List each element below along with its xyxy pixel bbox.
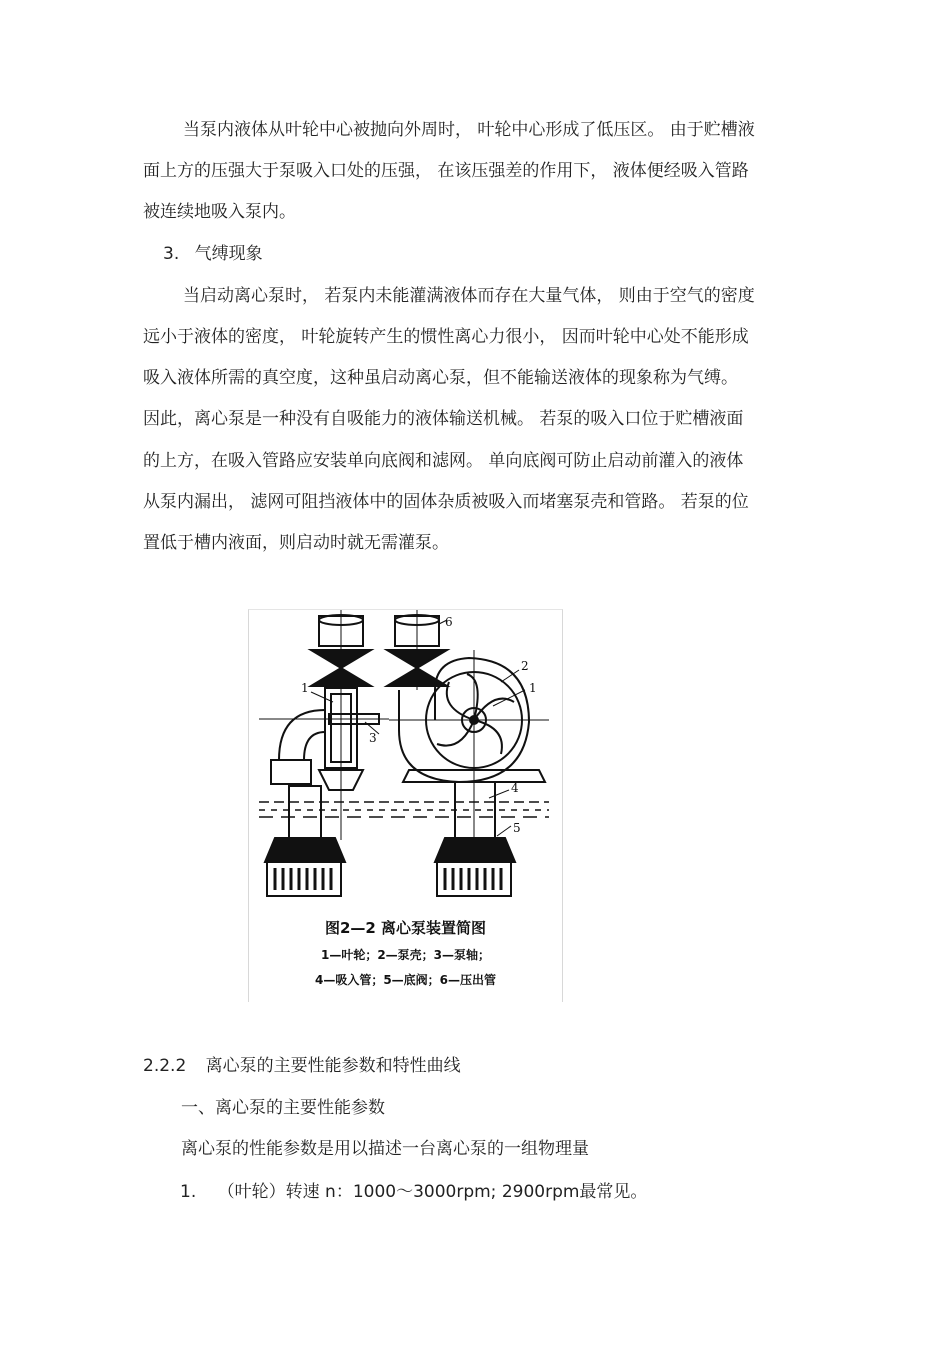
paragraph-3-line-1: 离心泵的性能参数是用以描述一台离心泵的一组物理量: [181, 1139, 589, 1159]
figure-label-shaft: 3: [369, 731, 377, 745]
section-3-heading: [163, 242, 263, 266]
figure-label-impeller-left: 1: [301, 681, 309, 695]
figure-caption-line-2: 4—吸入管；5—底阀；6—压出管: [314, 973, 497, 987]
paragraph-1-line-2: 面上方的压强大于泵吸入口处的压强， 在该压强差的作用下， 液体便经吸入管路: [143, 161, 749, 181]
figure-label-suction-pipe: 4: [511, 781, 519, 795]
item-1: [180, 1180, 647, 1204]
item-1-number: 1.: [180, 1182, 197, 1202]
figure-label-casing: 2: [521, 659, 529, 673]
section-222-number: 2.2.2: [143, 1056, 187, 1076]
figure-caption-line-1: 1—叶轮；2—泵壳；3—泵轴；: [320, 948, 491, 962]
paragraph-2-line-2: 远小于液体的密度， 叶轮旋转产生的惯性离心力很小， 因而叶轮中心处不能形成: [143, 327, 749, 347]
pump-diagram: [249, 610, 562, 910]
paragraph-2-line-3: 吸入液体所需的真空度，这种虽启动离心泵，但不能输送液体的现象称为气缚。: [143, 368, 738, 388]
figure-label-foot-valve: 5: [513, 821, 521, 835]
section-3-number: 3.: [163, 244, 180, 264]
figure-label-discharge-pipe: 6: [445, 615, 453, 629]
paragraph-2-line-1: 当启动离心泵时， 若泵内未能灌满液体而存在大量气体， 则由于空气的密度: [183, 286, 755, 306]
paragraph-2-line-4: 因此，离心泵是一种没有自吸能力的液体输送机械。 若泵的吸入口位于贮槽液面: [143, 409, 744, 429]
paragraph-1-line-3: 被连续地吸入泵内。: [143, 202, 296, 222]
paragraph-2-line-5: 的上方，在吸入管路应安装单向底阀和滤网。 单向底阀可防止启动前灌入的液体: [143, 451, 744, 471]
paragraph-2-line-7: 置低于槽内液面，则启动时就无需灌泵。: [143, 533, 449, 553]
item-1-text: （叶轮）转速 n：1000～3000rpm; 2900rpm最常见。: [217, 1182, 648, 1202]
centrifugal-pump-figure: [248, 609, 563, 1002]
section-3-title: 气缚现象: [194, 244, 263, 264]
section-222-title: 离心泵的主要性能参数和特性曲线: [205, 1056, 461, 1076]
paragraph-2-line-6: 从泵内漏出， 滤网可阻挡液体中的固体杂质被吸入而堵塞泵壳和管路。 若泵的位: [143, 492, 749, 512]
section-222-heading: [143, 1054, 461, 1078]
paragraph-1-line-1: 当泵内液体从叶轮中心被抛向外周时， 叶轮中心形成了低压区。 由于贮槽液: [183, 120, 755, 140]
subsection-1-title: 一、离心泵的主要性能参数: [181, 1098, 385, 1118]
figure-label-impeller-right: 1: [529, 681, 537, 695]
figure-caption-title: 图2—2 离心泵装置简图: [324, 919, 487, 937]
